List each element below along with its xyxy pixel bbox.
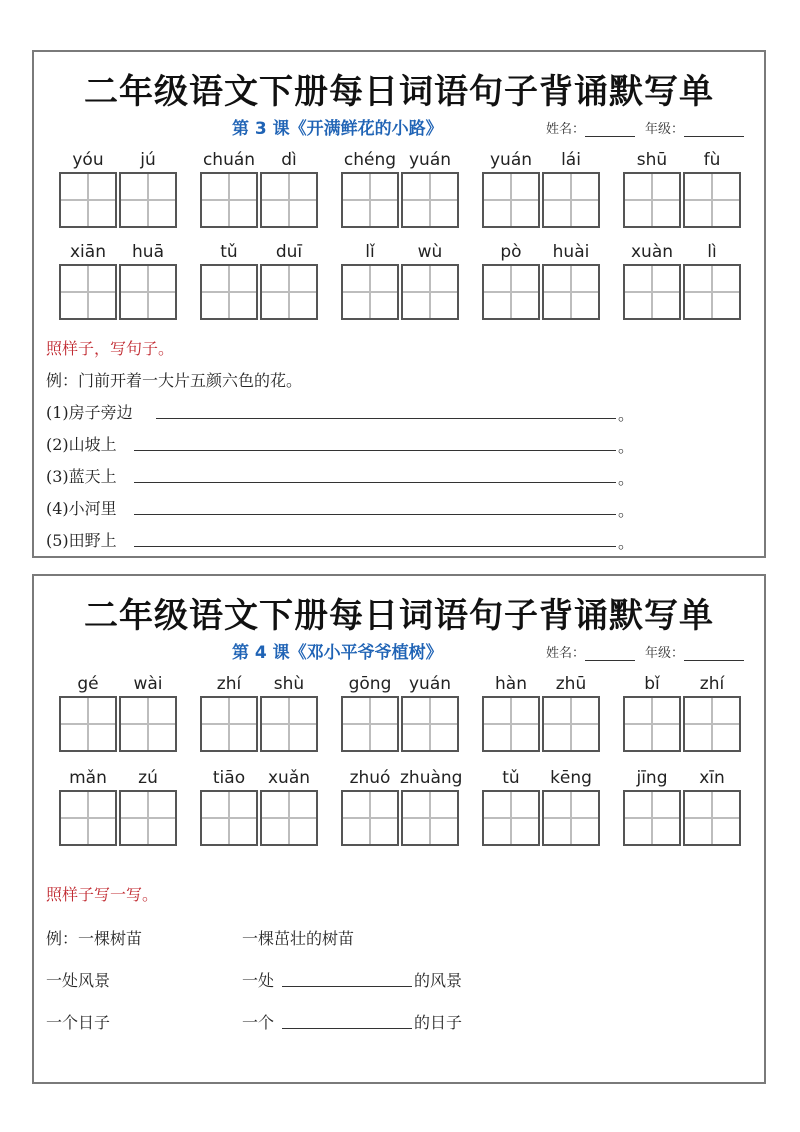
pinyin-label: duī [275,242,303,262]
grade-label: 年级： [645,122,685,137]
pinyin-label: bǐ [644,674,660,694]
phrase-blank[interactable] [282,986,412,987]
student-info [546,118,744,137]
writing-box[interactable] [260,790,318,846]
writing-box[interactable] [341,696,399,752]
example-left: 例：一棵树苗 [46,929,143,948]
pinyin-label: zhū [555,674,587,694]
writing-box[interactable] [341,790,399,846]
name-label: 姓名： [546,646,586,661]
pinyin-label: mǎn [69,768,107,788]
sentence-prompt: (5)田野上 [46,531,117,550]
pinyin-label: huài [552,242,590,262]
pinyin-label: yuán [408,674,452,694]
pinyin-label: wài [133,674,163,694]
pinyin-label: zhuó [349,768,391,788]
answer-line[interactable] [134,546,616,547]
writing-box[interactable] [482,790,540,846]
writing-box[interactable] [683,264,741,320]
student-info [546,642,744,661]
pinyin-label: zhuàng [400,768,463,788]
phrase-prefix: 一处 [242,971,275,990]
period: 。 [618,533,635,552]
pinyin-label: tǔ [502,768,520,788]
pinyin-label: xīn [699,768,725,788]
writing-box[interactable] [623,172,681,228]
pinyin-label: jú [140,150,156,170]
writing-box[interactable] [623,264,681,320]
lesson-title: 第 4 课《邓小平爷爷植树》 [232,643,443,663]
writing-box[interactable] [401,790,459,846]
example-sentence: 例：门前开着一大片五颜六色的花。 [46,371,303,390]
pinyin-label: wù [417,242,443,262]
pinyin-label: lì [707,242,717,262]
writing-box[interactable] [623,696,681,752]
phrase-left: 一处风景 [46,971,111,990]
pinyin-label: dì [281,150,297,170]
writing-box[interactable] [119,790,177,846]
lesson-title: 第 3 课《开满鲜花的小路》 [232,119,443,139]
writing-box[interactable] [59,172,117,228]
period: 。 [618,405,635,424]
writing-box[interactable] [401,696,459,752]
pinyin-label: hàn [495,674,527,694]
writing-box[interactable] [623,790,681,846]
pinyin-label: zhí [699,674,725,694]
writing-box[interactable] [260,172,318,228]
writing-box[interactable] [542,696,600,752]
phrase-suffix: 的风景 [414,971,463,990]
period: 。 [618,469,635,488]
pinyin-label: jīng [636,768,668,788]
period: 。 [618,501,635,520]
pinyin-label: huā [132,242,164,262]
writing-box[interactable] [119,264,177,320]
instruction: 照样子，写句子。 [46,339,175,358]
pinyin-label: xuǎn [267,768,311,788]
example-right: 一棵茁壮的树苗 [242,929,355,948]
worksheet-lesson-3 [32,50,766,558]
writing-box[interactable] [119,696,177,752]
writing-box[interactable] [482,172,540,228]
period: 。 [618,437,635,456]
sentence-prompt: (4)小河里 [46,499,117,518]
writing-box[interactable] [683,172,741,228]
writing-box[interactable] [260,264,318,320]
writing-box[interactable] [683,696,741,752]
writing-box[interactable] [542,172,600,228]
writing-box[interactable] [119,172,177,228]
pinyin-label: chéng [343,150,397,170]
pinyin-label: tǔ [220,242,238,262]
pinyin-label: yuán [489,150,533,170]
writing-box[interactable] [341,172,399,228]
sentence-prompt: (3)蓝天上 [46,467,117,486]
sentence-prompt: (1)房子旁边 [46,403,133,422]
grade-blank[interactable] [684,648,744,661]
writing-box[interactable] [542,264,600,320]
writing-box[interactable] [59,264,117,320]
name-label: 姓名： [546,122,586,137]
pinyin-label: zú [138,768,158,788]
grade-blank[interactable] [684,124,744,137]
name-blank[interactable] [585,124,635,137]
pinyin-label: shū [636,150,668,170]
writing-box[interactable] [59,790,117,846]
pinyin-label: fù [703,150,721,170]
pinyin-label: pò [500,242,522,262]
pinyin-label: gōng [348,674,392,694]
writing-box[interactable] [260,696,318,752]
name-blank[interactable] [585,648,635,661]
pinyin-label: kēng [550,768,592,788]
writing-box[interactable] [200,264,258,320]
answer-line[interactable] [134,450,616,451]
answer-line[interactable] [156,418,616,419]
writing-box[interactable] [200,172,258,228]
phrase-suffix: 的日子 [414,1013,463,1032]
writing-box[interactable] [401,172,459,228]
phrase-left: 一个日子 [46,1013,111,1032]
writing-box[interactable] [482,696,540,752]
pinyin-label: gé [77,674,99,694]
writing-box[interactable] [542,790,600,846]
writing-box[interactable] [59,696,117,752]
instruction: 照样子写一写。 [46,885,159,904]
answer-line[interactable] [134,514,616,515]
worksheet-title: 二年级语文下册每日词语句子背诵默写单 [84,72,714,112]
phrase-prefix: 一个 [242,1013,275,1032]
writing-box[interactable] [341,264,399,320]
pinyin-label: lái [561,150,581,170]
pinyin-label: chuán [202,150,256,170]
phrase-blank[interactable] [282,1028,412,1029]
pinyin-label: yuán [408,150,452,170]
pinyin-label: xuàn [630,242,674,262]
writing-box[interactable] [200,696,258,752]
writing-box[interactable] [482,264,540,320]
worksheet-lesson-4 [32,574,766,1084]
pinyin-label: yóu [72,150,104,170]
pinyin-label: tiāo [212,768,246,788]
pinyin-label: xiān [70,242,106,262]
sentence-prompt: (2)山坡上 [46,435,117,454]
writing-box[interactable] [401,264,459,320]
pinyin-label: lǐ [365,242,375,262]
writing-box[interactable] [683,790,741,846]
writing-box[interactable] [200,790,258,846]
worksheet-title: 二年级语文下册每日词语句子背诵默写单 [84,596,714,636]
pinyin-label: shù [273,674,305,694]
pinyin-label: zhí [216,674,242,694]
grade-label: 年级： [645,646,685,661]
answer-line[interactable] [134,482,616,483]
